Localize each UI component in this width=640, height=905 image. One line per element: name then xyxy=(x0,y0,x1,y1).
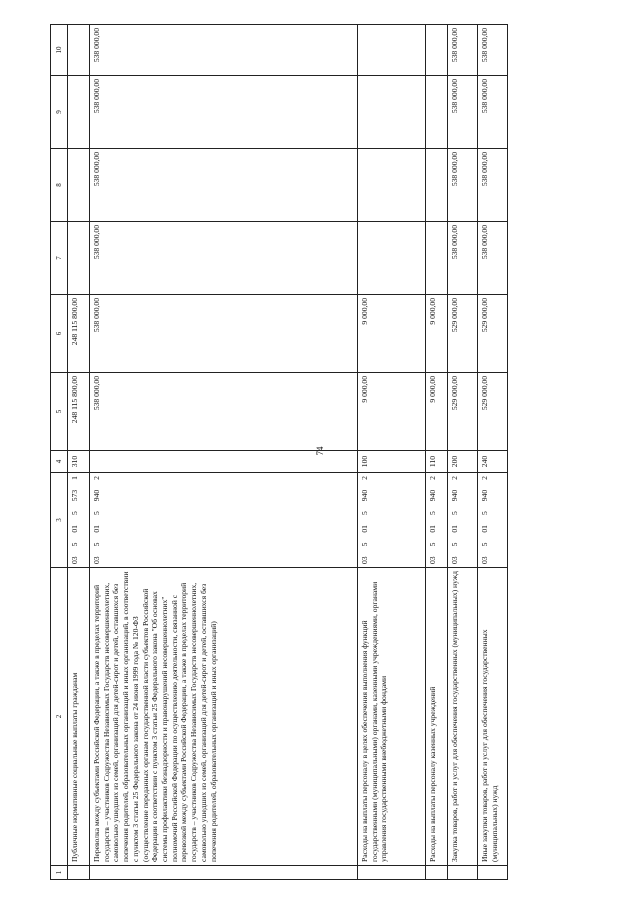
code-part: 5 xyxy=(92,542,101,547)
cell-amount: 9 000,00 xyxy=(426,373,448,451)
table-row xyxy=(90,25,358,880)
cell-amount xyxy=(426,222,448,295)
cell-amount xyxy=(68,149,90,222)
code-part: 940 xyxy=(92,489,101,502)
page-number: 74 xyxy=(315,446,325,456)
code-part: 03 xyxy=(70,556,79,564)
code-part: 2 xyxy=(428,476,437,480)
cell-amount xyxy=(426,25,448,76)
rotated-page xyxy=(50,25,575,880)
code-part: 5 xyxy=(360,511,369,516)
cell-name: Расходы на выплаты персоналу в целях обеспечения выполнения функций государственными (муниципальными) органами, казенными учреждениями, органами управления государственными внебюджетными фондами xyxy=(358,568,426,866)
cell-name: Расходы на выплаты персоналу казенных учреждений xyxy=(426,568,448,866)
cell-code xyxy=(68,473,90,568)
cell-type: 310 xyxy=(68,451,90,473)
col-header: 5 xyxy=(51,373,68,451)
code-part: 01 xyxy=(428,525,437,533)
code-part: 5 xyxy=(428,542,437,547)
cell-amount: 248 115 800,00 xyxy=(68,373,90,451)
code-part: 2 xyxy=(450,476,459,480)
cell-amount: 538 000,00 xyxy=(90,373,358,451)
cell-amount xyxy=(68,76,90,149)
cell-empty xyxy=(426,866,448,880)
col-header: 2 xyxy=(51,568,68,866)
cell-amount: 538 000,00 xyxy=(90,25,358,76)
cell-amount xyxy=(358,149,426,222)
col-header: 10 xyxy=(51,25,68,76)
col-header: 4 xyxy=(51,451,68,473)
code-part: 940 xyxy=(480,489,489,502)
cell-empty xyxy=(90,866,358,880)
cell-amount xyxy=(358,76,426,149)
cell-amount: 538 000,00 xyxy=(90,222,358,295)
cell-amount: 538 000,00 xyxy=(90,76,358,149)
cell-type: 100 xyxy=(358,451,426,473)
code-part: 01 xyxy=(360,525,369,533)
code-parts xyxy=(450,476,460,564)
code-parts xyxy=(70,476,80,564)
code-part: 5 xyxy=(70,511,79,516)
cell-type: 110 xyxy=(426,451,448,473)
code-part: 03 xyxy=(480,556,489,564)
cell-code xyxy=(478,473,508,568)
code-part: 03 xyxy=(450,556,459,564)
cell-amount: 538 000,00 xyxy=(90,149,358,222)
cell-amount: 538 000,00 xyxy=(448,149,478,222)
cell-name: Публичные нормативные социальные выплаты гражданам xyxy=(68,568,90,866)
cell-name: Переволка между субъектами Российской Федерации, а также в пределах территорий государств – участников Содружества Независимых Государств несовершеннолетних, самовольно ушедших из семей, организаций для детей-сирот и детей, оставшихся без попечения родителей, образовательных организаций и иных организаций, в соответствии с пунктом 3 статьи 25 Федерального закона от 24 июня 1999 года № 120-ФЗ (осуществление переданных органам государственной власти субъектов Российской Федерации в соответствии с пунктом 3 статьи 25 Федерального закона "Об основах системы профилактики безнадзорности и правонарушений несовершеннолетних" полномочий Российской Федерации по осуществлению деятельности, связанной с перевозкой между субъектами Российской Федерации, а также в пределах территорий государств – участников Содружества Независимых Государств несовершеннолетних, самовольно ушедших из семей, организаций для детей-сирот и детей, оставшихся без попечения родителей, образовательных организаций и иных организаций) xyxy=(90,568,358,866)
code-part: 5 xyxy=(480,511,489,516)
code-parts xyxy=(92,476,102,564)
cell-code xyxy=(358,473,426,568)
code-part: 01 xyxy=(92,525,101,533)
cell-amount xyxy=(358,222,426,295)
cell-amount: 538 000,00 xyxy=(90,295,358,373)
col-header: 9 xyxy=(51,76,68,149)
cell-amount: 248 115 800,00 xyxy=(68,295,90,373)
code-part: 940 xyxy=(360,489,369,502)
code-part: 01 xyxy=(480,525,489,533)
cell-amount xyxy=(68,222,90,295)
col-header: 6 xyxy=(51,295,68,373)
table-row xyxy=(448,25,478,880)
budget-table xyxy=(50,24,508,880)
code-parts xyxy=(480,476,490,564)
cell-amount: 538 000,00 xyxy=(478,25,508,76)
cell-type xyxy=(90,451,358,473)
table-row xyxy=(68,25,90,880)
cell-amount xyxy=(358,25,426,76)
col-header: 1 xyxy=(51,866,68,880)
cell-amount: 529 000,00 xyxy=(448,295,478,373)
cell-amount xyxy=(68,25,90,76)
code-part: 5 xyxy=(450,542,459,547)
code-part: 573 xyxy=(70,489,79,502)
cell-empty xyxy=(68,866,90,880)
cell-type: 240 xyxy=(478,451,508,473)
table-row xyxy=(426,25,448,880)
code-part: 940 xyxy=(428,489,437,502)
code-part: 01 xyxy=(70,525,79,533)
code-part: 5 xyxy=(92,511,101,516)
cell-empty xyxy=(478,866,508,880)
code-part: 03 xyxy=(360,556,369,564)
header-row xyxy=(51,25,68,880)
cell-amount xyxy=(426,76,448,149)
code-part: 2 xyxy=(480,476,489,480)
cell-code xyxy=(426,473,448,568)
cell-amount: 529 000,00 xyxy=(448,373,478,451)
code-part: 5 xyxy=(480,542,489,547)
code-part: 5 xyxy=(428,511,437,516)
code-part: 03 xyxy=(92,556,101,564)
table-row xyxy=(478,25,508,880)
code-part: 5 xyxy=(70,542,79,547)
cell-code xyxy=(90,473,358,568)
cell-amount: 538 000,00 xyxy=(478,149,508,222)
cell-name: Иные закупки товаров, работ и услуг для обеспечения государственных (муниципальных) нужд xyxy=(478,568,508,866)
cell-amount: 538 000,00 xyxy=(448,25,478,76)
cell-amount: 529 000,00 xyxy=(478,373,508,451)
col-header: 7 xyxy=(51,222,68,295)
cell-amount xyxy=(426,149,448,222)
cell-empty xyxy=(448,866,478,880)
cell-empty xyxy=(358,866,426,880)
table-row xyxy=(358,25,426,880)
code-part: 5 xyxy=(360,542,369,547)
cell-amount: 538 000,00 xyxy=(478,222,508,295)
code-part: 2 xyxy=(360,476,369,480)
cell-amount: 529 000,00 xyxy=(478,295,508,373)
code-part: 2 xyxy=(92,476,101,480)
code-part: 03 xyxy=(428,556,437,564)
col-header: 3 xyxy=(51,473,68,568)
code-part: 5 xyxy=(450,511,459,516)
cell-type: 200 xyxy=(448,451,478,473)
code-parts xyxy=(428,476,438,564)
cell-amount: 538 000,00 xyxy=(448,76,478,149)
code-part: 01 xyxy=(450,525,459,533)
code-part: 1 xyxy=(70,476,79,480)
cell-name: Закупка товаров, работ и услуг для обеспечения государственных (муниципальных) нужд xyxy=(448,568,478,866)
cell-amount: 9 000,00 xyxy=(358,295,426,373)
code-parts xyxy=(360,476,370,564)
cell-code xyxy=(448,473,478,568)
cell-amount: 9 000,00 xyxy=(426,295,448,373)
cell-amount: 9 000,00 xyxy=(358,373,426,451)
col-header: 8 xyxy=(51,149,68,222)
code-part: 940 xyxy=(450,489,459,502)
cell-amount: 538 000,00 xyxy=(478,76,508,149)
cell-amount: 538 000,00 xyxy=(448,222,478,295)
